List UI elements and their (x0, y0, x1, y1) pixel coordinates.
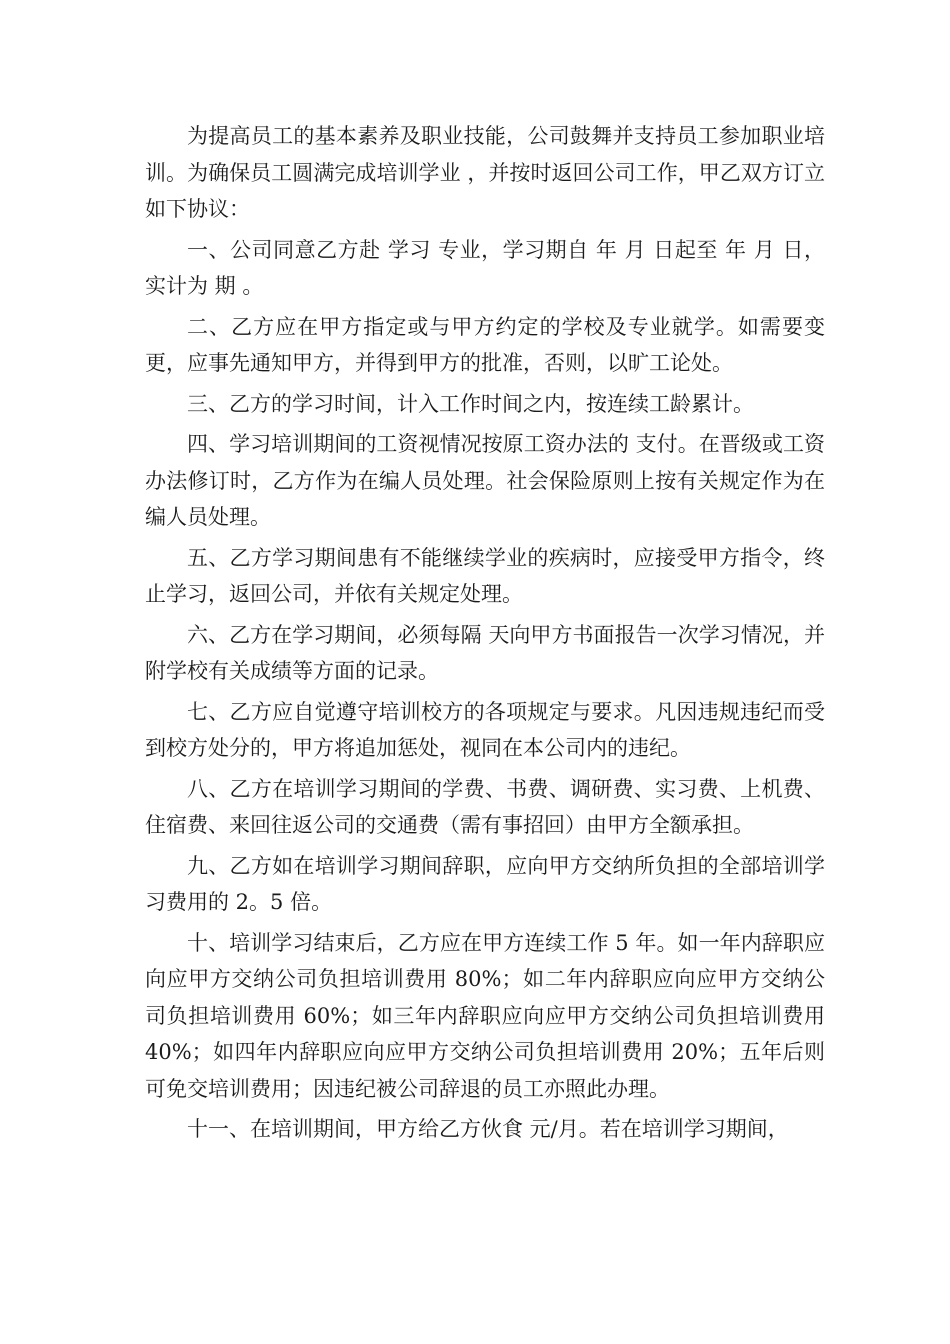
clause-8: 八、乙方在培训学习期间的学费、书费、调研费、实习费、上机费、住宿费、来回往返公司的交通费（需有事招回）由甲方全额承担。 (145, 776, 825, 837)
intro-paragraph: 为提高员工的基本素养及职业技能，公司鼓舞并支持员工参加职业培训。为确保员工圆满完成培训学业 ，并按时返回公司工作，甲乙双方订立如下协议： (145, 124, 825, 221)
clause-6: 六、乙方在学习期间，必须每隔 天向甲方书面报告一次学习情况，并附学校有关成绩等方面的记录。 (145, 622, 825, 683)
clause-1: 一、公司同意乙方赴 学习 专业，学习期自 年 月 日起至 年 月 日，实计为 期 。 (145, 237, 825, 298)
clause-4: 四、学习培训期间的工资视情况按原工资办法的 支付。在晋级或工资办法修订时，乙方作为在编人员处理。社会保险原则上按有关规定作为在编人员处理。 (145, 432, 825, 529)
document-body (145, 118, 825, 1152)
clause-9: 九、乙方如在培训学习期间辞职，应向甲方交纳所负担的全部培训学习费用的 2。5 倍。 (145, 853, 825, 914)
clause-3: 三、乙方的学习时间，计入工作时间之内，按连续工龄累计。 (187, 391, 754, 416)
clause-2: 二、乙方应在甲方指定或与甲方约定的学校及专业就学。如需要变更，应事先通知甲方，并得到甲方的批准，否则，以旷工论处。 (145, 314, 825, 375)
clause-7: 七、乙方应自觉遵守培训校方的各项规定与要求。凡因违规违纪而受到校方处分的，甲方将追加惩处，视同在本公司内的违纪。 (145, 699, 825, 760)
clause-11: 十一、在培训期间，甲方给乙方伙食 元/月。若在培训学习期间， (187, 1117, 789, 1141)
clause-10: 十、培训学习结束后，乙方应在甲方连续工作 5 年。如一年内辞职应向应甲方交纳公司负担培训费用 80%；如二年内辞职应向应甲方交纳公司负担培训费用 60%；如三年内辞职应向应甲方交纳公司负担培训费用 40%；如四年内辞职应向应甲方交纳公司负担培训费用 20%；五年后则可免交培训费用；因违纪被公司辞退的员工亦照此办理。 (145, 930, 825, 1101)
clause-5: 五、乙方学习期间患有不能继续学业的疾病时，应接受甲方指令，终止学习，返回公司，并依有关规定处理。 (145, 545, 825, 606)
